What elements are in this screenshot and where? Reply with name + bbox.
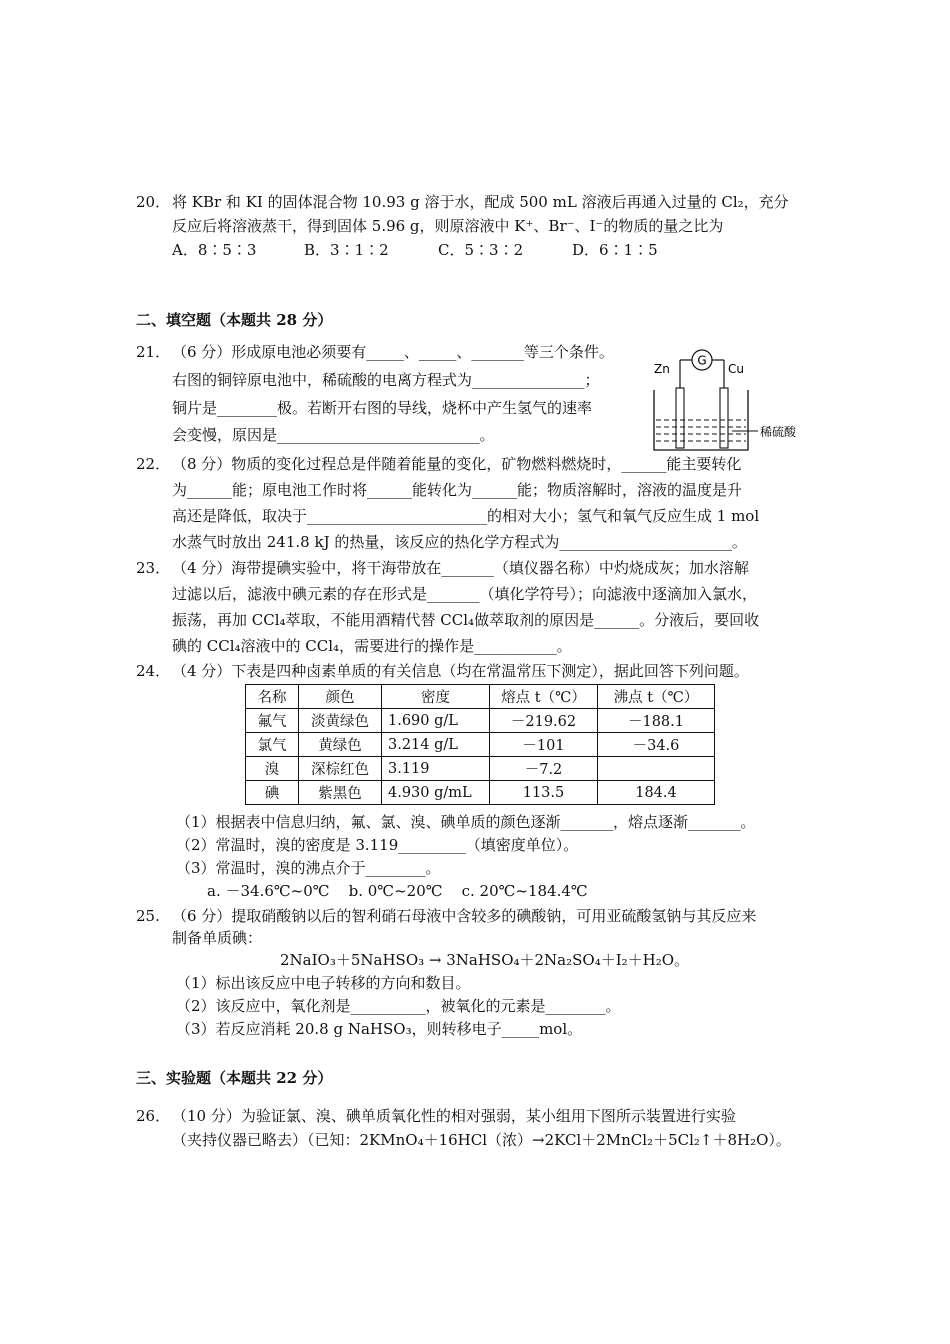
table-row	[246, 757, 715, 781]
table-header-cell: 颜色	[299, 685, 382, 709]
question-number: 22．	[136, 455, 171, 473]
table-cell: －7.2	[490, 757, 598, 781]
galvanic-cell-figure	[640, 340, 815, 455]
acid-label: 稀硫酸	[760, 425, 797, 439]
choice-list: a. －34.6℃~0℃ b. 0℃~20℃ c. 20℃~184.4℃	[207, 882, 588, 900]
table-header-cell: 密度	[382, 685, 490, 709]
acid-solution	[656, 420, 746, 441]
question-text: （夹持仪器已略去）（已知：2KMnO₄＋16HCl（浓）→2KCl＋2MnCl₂＋5Cl₂↑＋8H₂O）。	[172, 1131, 791, 1149]
question-text: 制备单质碘：	[172, 929, 263, 947]
question-text: 右图的铜锌原电池中，稀硫酸的电离方程式为_______________；	[172, 371, 600, 389]
question-text: （10 分）为验证氯、溴、碘单质氧化性的相对强弱，某小组用下图所示装置进行实验	[172, 1107, 736, 1125]
zinc-electrode	[676, 388, 684, 448]
question-text: 碘的 CCl₄溶液中的 CCl₄，需要进行的操作是___________。	[172, 637, 572, 655]
table-header-row	[246, 685, 715, 709]
table-row	[246, 781, 715, 805]
table-cell: 黄绿色	[299, 733, 382, 757]
option-c: C．5∶3∶2	[438, 241, 524, 259]
question-number: 23．	[136, 559, 171, 577]
sub-question: （3）常温时，溴的沸点介于________。	[176, 859, 441, 877]
question-text: （4 分）海带提碘实验中，将干海带放在_______（填仪器名称）中灼烧成灰；加水溶解	[172, 559, 749, 577]
table-row	[246, 733, 715, 757]
question-text: 过滤以后，滤液中碘元素的存在形式是_______（填化学符号）；向滤液中逐滴加入氯水，	[172, 585, 758, 603]
question-text: 反应后将溶液蒸干，得到固体 5.96 g，则原溶液中 K⁺、Br⁻、I⁻的物质的量之比为	[172, 217, 724, 235]
table-cell: －101	[490, 733, 598, 757]
question-text: （6 分）形成原电池必须要有_____、_____、_______等三个条件。	[172, 343, 614, 361]
copper-electrode	[720, 388, 728, 448]
question-number: 21．	[136, 343, 171, 361]
table-header-cell: 熔点 t（℃）	[490, 685, 598, 709]
table-cell: 184.4	[598, 781, 715, 805]
table-row	[246, 709, 715, 733]
section-title: 三、实验题（本题共 22 分）	[136, 1069, 333, 1087]
option-d: D．6∶1∶5	[572, 241, 658, 259]
galvanometer-label: G	[697, 353, 707, 368]
table-cell: 氟气	[246, 709, 299, 733]
question-number: 25.	[136, 907, 160, 925]
table-cell: －219.62	[490, 709, 598, 733]
table-cell: 4.930 g/mL	[382, 781, 490, 805]
question-number: 24．	[136, 662, 171, 680]
table-cell: 溴	[246, 757, 299, 781]
table-cell: －34.6	[598, 733, 715, 757]
zinc-label: Zn	[654, 362, 670, 376]
copper-label: Cu	[728, 362, 744, 376]
table-cell: 碘	[246, 781, 299, 805]
question-number: 26．	[136, 1107, 171, 1125]
table-cell: 紫黑色	[299, 781, 382, 805]
table-cell: 氯气	[246, 733, 299, 757]
table-header-cell: 沸点 t（℃）	[598, 685, 715, 709]
reaction-equation: 2NaIO₃＋5NaHSO₃ → 3NaHSO₄＋2Na₂SO₄＋I₂＋H₂O。	[280, 951, 690, 969]
question-text: （4 分）下表是四种卤素单质的有关信息（均在常温常压下测定），据此回答下列问题。	[172, 662, 749, 680]
question-text: 振荡，再加 CCl₄萃取，不能用酒精代替 CCl₄做萃取剂的原因是______。分液后，要回收	[172, 611, 760, 629]
question-text: （8 分）物质的变化过程总是伴随着能量的变化，矿物燃料燃烧时，______能主要转化	[172, 455, 742, 473]
table-cell	[598, 757, 715, 781]
table-cell: 深棕红色	[299, 757, 382, 781]
sub-question: （3）若反应消耗 20.8 g NaHSO₃，则转移电子_____mol。	[176, 1020, 583, 1038]
table-cell: 113.5	[490, 781, 598, 805]
section-title: 二、填空题（本题共 28 分）	[136, 311, 333, 329]
table-cell: 3.214 g/L	[382, 733, 490, 757]
sub-question: （1）标出该反应中电子转移的方向和数目。	[176, 974, 471, 992]
table-cell: 3.119	[382, 757, 490, 781]
option-a: A．8∶5∶3	[172, 241, 257, 259]
question-text: （6 分）提取硝酸钠以后的智利硝石母液中含较多的碘酸钠，可用亚硫酸氢钠与其反应来	[172, 907, 757, 925]
question-text: 高还是降低，取决于________________________的相对大小；氢气和氧气反应生成 1 mol	[172, 507, 760, 525]
question-number: 20．	[136, 193, 171, 211]
option-b: B．3∶1∶2	[304, 241, 389, 259]
question-text: 将 KBr 和 KI 的固体混合物 10.93 g 溶于水，配成 500 mL 溶液后再通入过量的 Cl₂，充分	[172, 193, 789, 211]
question-text: 为______能；原电池工作时将______能转化为______能；物质溶解时，溶液的温度是升	[172, 481, 743, 499]
table-cell: 淡黄绿色	[299, 709, 382, 733]
halogen-table	[245, 684, 715, 805]
table-cell: －188.1	[598, 709, 715, 733]
sub-question: （1）根据表中信息归纳，氟、氯、溴、碘单质的颜色逐渐_______，熔点逐渐_______。	[176, 813, 756, 831]
question-text: 会变慢，原因是___________________________。	[172, 426, 495, 444]
sub-question: （2）常温时，溴的密度是 3.119_________（填密度单位）。	[176, 836, 579, 854]
table-cell: 1.690 g/L	[382, 709, 490, 733]
table-header-cell: 名称	[246, 685, 299, 709]
sub-question: （2）该反应中，氧化剂是__________，被氧化的元素是________。	[176, 997, 621, 1015]
question-text: 铜片是________极。若断开右图的导线，烧杯中产生氢气的速率	[172, 399, 593, 417]
question-text: 水蒸气时放出 241.8 kJ 的热量，该反应的热化学方程式为_______________________。	[172, 533, 747, 551]
